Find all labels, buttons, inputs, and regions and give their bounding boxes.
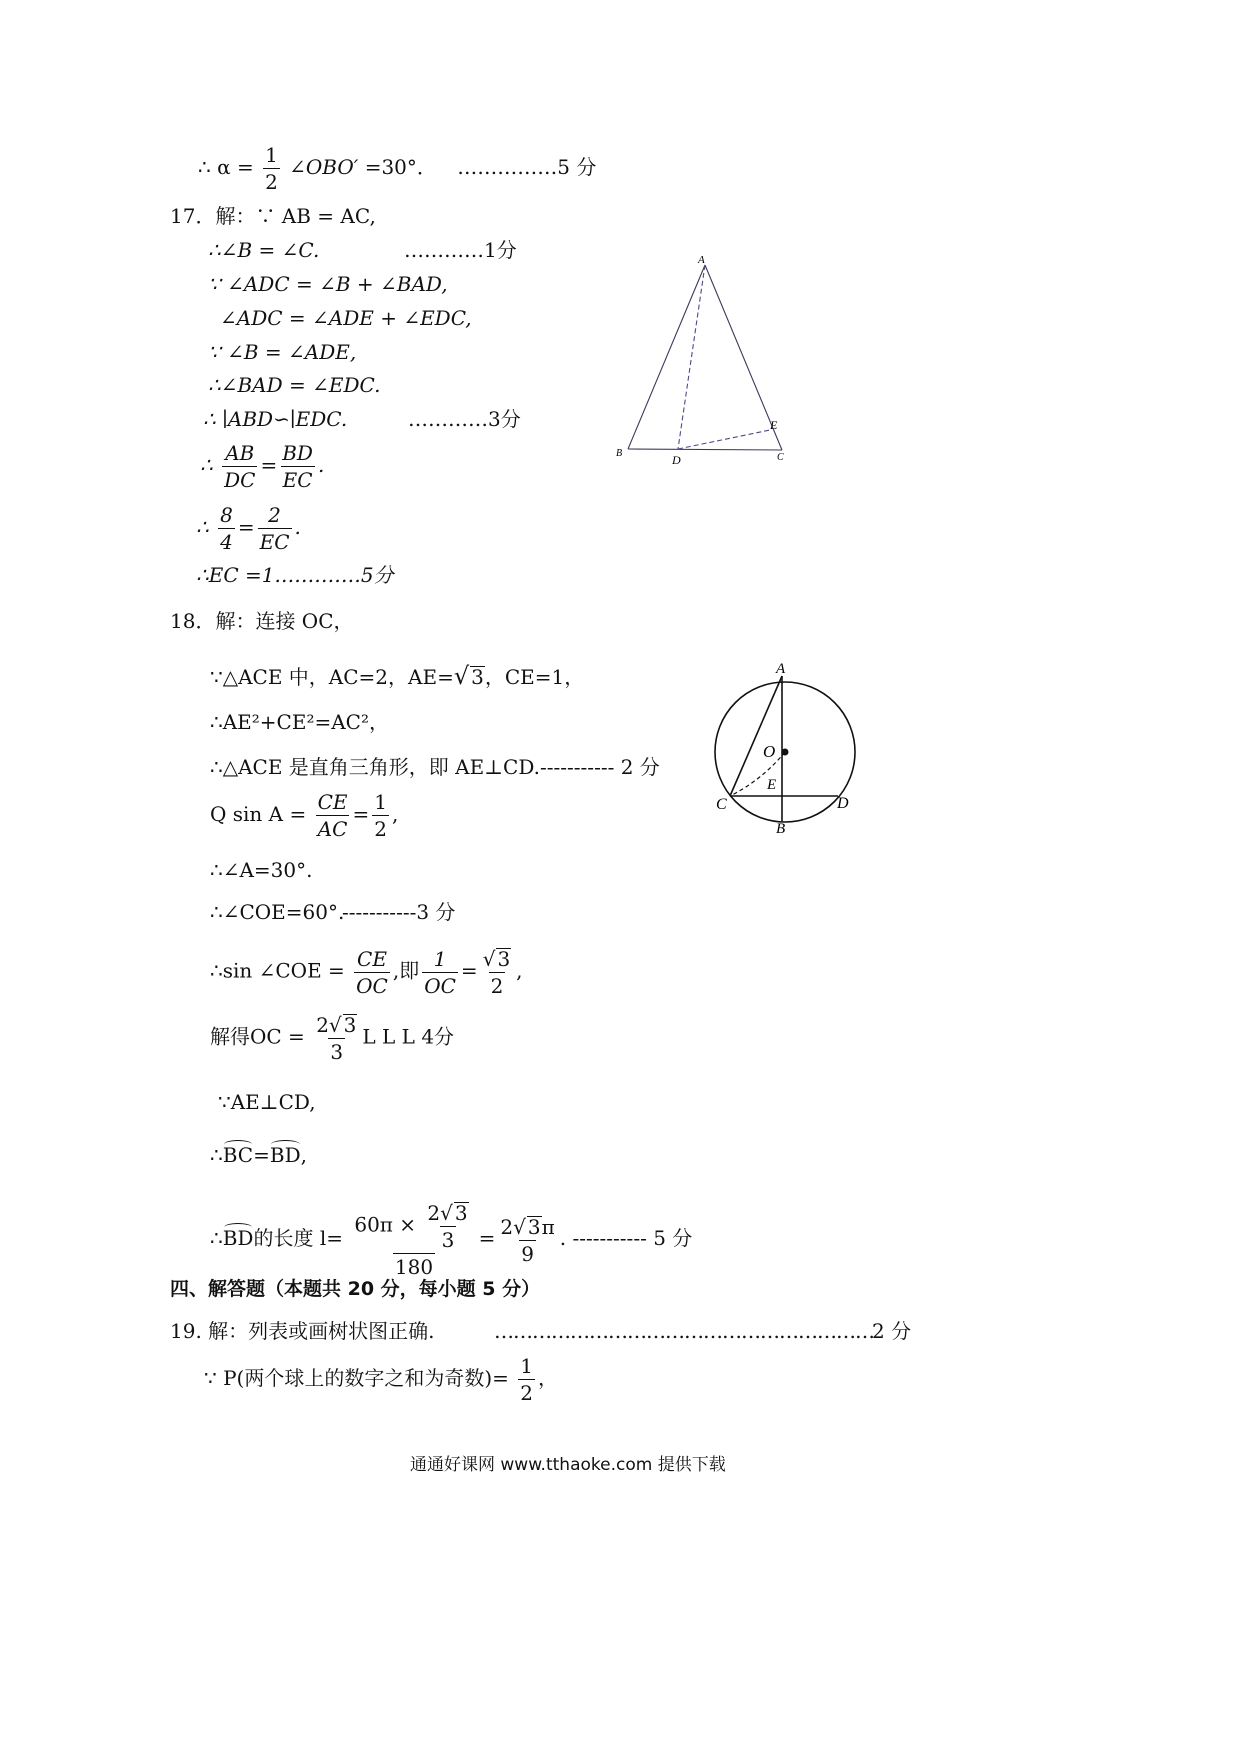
q18-l11-inner-frac [425,1202,470,1250]
q18-line7-mid: ,即 [392,958,420,983]
label-c: C [716,796,727,813]
q18-line3: ∴△ACE 是直角三角形，即 AE⊥CD. [210,755,540,779]
q18-l7-num2: 1 [433,946,447,971]
q18-line4-pre: Q sin A = [210,802,307,826]
q17-line6: ∴ ∣ABD∽∣EDC. [203,407,348,431]
label-c: C [777,452,784,463]
q18-line4-frac1 [316,792,350,839]
side-bc [628,449,782,450]
q19-head: 19. 解：列表或画树状图正确. [170,1319,435,1343]
q17-head: 17．解：∵ AB = AC, [170,204,376,228]
q18-l11-num [352,1202,475,1253]
segment-oc [730,752,785,796]
q18-l11-r-num [498,1216,556,1240]
q18-l4-den1: AC [317,817,348,841]
q17-r1-num1: AB [225,441,255,465]
q17-r1-num2: BD [282,441,313,465]
q18-l7-den1: OC [356,973,388,998]
section4-title: 四、解答题（本题共 20 分，每小题 5 分） [170,1278,541,1300]
q18-line7-frac2 [422,946,458,998]
q18-line8-frac [314,1014,359,1062]
q18-l11-inner-num-sqrt: 3 [454,1201,468,1225]
q18-line11-eq: = [478,1226,496,1250]
q18-l11-num-a: 60π × [354,1212,417,1237]
arc-bc: BC [222,1143,254,1167]
radical-sign: √ [453,662,470,690]
top-frac-num: 1 [265,143,278,167]
q17-line4: ∵ ∠B = ∠ADE, [208,340,357,364]
q17-line2: ∵ ∠ADC = ∠B + ∠BAD, [208,272,448,296]
q18-l7-num3-sqrt: 3 [497,947,511,971]
label-d: D [672,453,681,467]
radical-sign: √ [482,947,496,971]
q18-line9: ∵AE⊥CD, [218,1090,316,1114]
q18-l11-r-coef: 2 [500,1214,514,1239]
q18-line1-post: ，CE=1， [484,665,585,689]
q18-line10-eq: = [253,1143,270,1167]
q17-r2-den1: 4 [220,530,233,554]
q17-ratio2-frac2 [258,505,292,552]
q19-l1-num: 1 [520,1354,533,1378]
q18-l7-den2: OC [424,973,456,998]
q18-line8-pre: 解得OC = [210,1024,305,1049]
q17-line3: ∠ADC = ∠ADE + ∠EDC, [220,306,472,330]
q18-line6: ∴∠COE=60°. [210,900,345,924]
q18-line11-score: . ----------- 5 分 [559,1226,693,1250]
q17-ratio1: ∴ $\frac{AB}{DC}$ = $\frac{BD}{EC}$ . [200,441,325,492]
label-a: A [776,661,786,677]
q17-triangle-figure [610,245,800,470]
q18-line4-frac2 [372,792,389,839]
q17-line6-score: …………3分 [408,407,521,431]
q18-line7: ∴sin ∠COE = $\frac{CE}{OC}$ ,即 $\frac{1}{OC}$ = $\frac{√ 3}{2}$ , [210,946,523,998]
q18-line11-frac-big [352,1202,475,1277]
q17-r2-num2: 2 [268,503,281,527]
center-point [782,749,789,756]
arc-bd: BD [269,1143,301,1167]
radical-sign: √ [328,1013,342,1037]
side-ab [628,265,705,449]
q18-line3-score: ----------- 2 分 [540,755,660,779]
top-rest: =30°． [364,155,437,179]
label-e: E [767,777,777,793]
q18-l4-den2: 2 [374,817,387,841]
q18-line11 [210,1202,692,1277]
q18-circle-figure [700,655,880,845]
top-angle: ∠OBO′ [289,155,359,179]
q18-line10-post: , [300,1143,307,1167]
radical-sign: √ [513,1214,526,1239]
q18-l11-inner-num [425,1202,470,1226]
q18-l8-den: 3 [330,1040,344,1064]
q18-line10 [210,1145,307,1165]
q18-line4: Q sin A = $\frac{CE}{AC}$ = $\frac{1}{2}$ , [210,790,399,841]
q18-l7-den3: 2 [490,974,504,998]
q18-l11-r-den: 9 [521,1241,534,1266]
q17-ratio1-frac2 [280,443,315,490]
q18-line7-pre: ∴sin ∠COE = [210,958,345,983]
top-frac-den: 2 [265,170,278,194]
q19-dots: …………………………………………………… [494,1319,874,1343]
q18-line1 [210,664,584,688]
q17-r1-den2: EC [282,468,313,492]
q18-l4-num1: CE [317,790,348,814]
q18-line11-frac-result [498,1216,556,1264]
q18-line11-pre: ∴ [210,1226,223,1250]
q18-line2: ∴AE²+CE²=AC²， [210,710,389,734]
q18-l8-num-sqrt: 3 [343,1013,357,1037]
radical-sign: √ [440,1201,453,1225]
top-score: ……………5 分 [457,155,597,179]
q17-line9: ∴EC =1.…………5分 [196,563,394,587]
q18-head: 18．解：连接 OC， [170,609,354,633]
q18-l8-num-coef: 2 [316,1013,329,1037]
therefore-sign: ∴ [196,515,209,539]
segment-ad [678,265,705,449]
segment-de [678,430,770,449]
top-prefix: ∴ α = [198,155,254,179]
q18-l11-den: 180 [394,1255,434,1279]
q18-line7-frac3 [481,948,513,996]
q17-ratio2-frac1 [218,505,235,552]
q17-r1-den1: DC [224,468,256,492]
q18-l11-r-pi: π [541,1214,555,1239]
q18-l7-num1: CE [357,946,387,971]
label-b: B [616,448,623,459]
q17-line5: ∴∠BAD = ∠EDC. [208,373,381,397]
q18-line7-frac1 [354,946,390,998]
q18-l8-num [314,1014,359,1038]
q17-r2-den2: EC [259,530,290,554]
label-d: D [837,795,849,812]
q19-score: 2 分 [872,1319,912,1343]
q17-r2-num1: 8 [220,503,233,527]
q17-ratio1-frac1 [222,443,257,490]
top-fraction [263,145,280,192]
q18-l4-num2: 1 [374,790,387,814]
q18-line5: ∴∠A=30°. [210,858,313,882]
q18-line8 [210,1014,454,1062]
q18-line1-pre: ∵△ACE 中，AC=2，AE= [210,665,454,689]
q18-line6-score: -----------3 分 [342,900,456,924]
q18-l11-inner-num-coef: 2 [427,1201,441,1225]
label-a: A [698,254,705,266]
q18-line10-pre: ∴ [210,1143,223,1167]
q18-line8-post: L L L 4分 [362,1024,455,1049]
q18-l11-inner-den: 3 [441,1228,455,1252]
q17-line1: ∴∠B = ∠C. [208,238,320,262]
label-b: B [776,821,786,837]
q19-line1-post: ， [538,1366,558,1390]
q18-line1-sqrt: 3 [471,665,484,689]
q17-line1-score: …………1分 [404,238,517,262]
footer-text: 通通好课网 www.tthaoke.com 提供下载 [410,1455,726,1475]
therefore-sign: ∴ [200,453,213,477]
label-o: O [763,742,776,761]
q17-ratio2: ∴ $\frac{8}{4}$ = $\frac{2}{EC}$ . [196,503,301,554]
arc-bd-length: BD [222,1226,254,1250]
q19-line1-pre: ∵ P(两个球上的数字之和为奇数)= [204,1366,509,1390]
label-e: E [770,418,778,432]
q18-l7-num3 [481,948,513,972]
q19-line1 [204,1356,558,1403]
q18-l11-r-sqrt: 3 [527,1214,541,1239]
q18-line11-text: 的长度 l= [253,1226,343,1250]
q19-line1-frac [518,1356,535,1403]
q19-l1-den: 2 [520,1381,533,1405]
top-line [198,145,596,192]
